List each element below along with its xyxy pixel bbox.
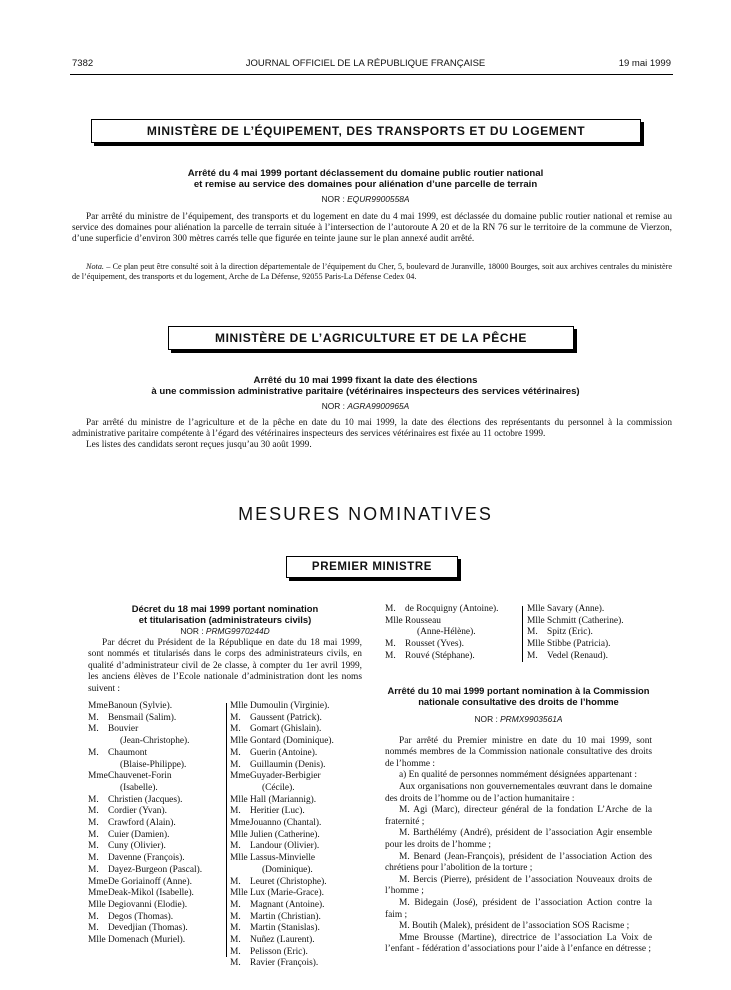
decret-title-line: Décret du 18 mai 1999 portant nomination <box>131 603 319 614</box>
name-entry <box>230 923 370 935</box>
name-entry <box>230 701 370 713</box>
civility: Mme <box>88 701 108 711</box>
civility: M. <box>88 911 99 922</box>
civility: M. <box>88 829 99 840</box>
person-name: Chaumont <box>108 747 148 758</box>
names-list-2 <box>230 701 370 970</box>
paragraph: Par arrêté du ministre de l’agriculture et de la pêche en date du 10 mai 1999, la date des élections des représentants du personnel à la commission administrative paritaire compétente à l’égard des vétérinaires inspecteurs des services vétérinaires est fixée au 11 octobre 1999. <box>72 418 672 440</box>
names-list-1 <box>88 701 228 947</box>
civility: M. <box>230 747 241 758</box>
person-name: Ravier (François). <box>250 958 319 969</box>
person-name: Schmitt (Catherine). <box>547 615 624 626</box>
name-entry <box>88 713 228 725</box>
civility: M. <box>88 853 99 864</box>
arrete-title-line: et remise au service des domaines pour aliénation d’une parcelle de terrain <box>193 179 538 190</box>
nor-label: NOR : <box>321 401 345 411</box>
person-name: Hall (Mariannig). <box>250 794 317 805</box>
civility: M. <box>230 876 241 887</box>
civility: M. <box>385 639 396 650</box>
name-entry <box>88 830 228 842</box>
civility: Mme <box>88 888 108 899</box>
name-entry <box>88 900 228 912</box>
header-rule <box>70 74 673 75</box>
ministry-box-equipement <box>91 119 641 143</box>
paragraph: Par arrêté du Premier ministre en date du 10 mai 1999, sont nommés membres de la Commission nationale consultative des droits de l’homme : <box>385 735 652 769</box>
civility: M. <box>230 946 241 957</box>
person-name: Gaussent (Patrick). <box>250 712 322 723</box>
civility: Mlle <box>230 701 248 711</box>
civility: M. <box>88 841 99 852</box>
ministry-title: PREMIER MINISTRE <box>311 561 433 573</box>
paragraph: Les listes des candidats seront reçues jusqu’au 30 août 1999. <box>86 440 312 451</box>
civility: M. <box>230 899 241 910</box>
person-name: Domenach (Muriel). <box>108 935 186 946</box>
page-number: 7382 <box>72 58 94 69</box>
paragraph: M. Bercis (Pierre), président de l’association Nouveaux droits de l’homme ; <box>385 874 652 897</box>
civility: Mlle <box>527 615 545 626</box>
civility: Mlle <box>88 935 106 946</box>
civility: M. <box>88 724 99 735</box>
person-name: Dayez-Burgeon (Pascal). <box>108 864 203 875</box>
name-entry <box>230 912 370 924</box>
civility: Mlle <box>527 604 545 614</box>
person-name: Leuret (Christophe). <box>250 876 327 887</box>
name-entry <box>527 616 657 628</box>
name-entry <box>230 736 370 748</box>
civility: M. <box>230 806 241 817</box>
name-entry <box>527 651 657 663</box>
person-name: Davenne (François). <box>108 853 185 864</box>
person-name: Heritier (Luc). <box>250 806 305 817</box>
name-entry <box>230 760 370 772</box>
nota-text: – Ce plan peut être consulté soit à la direction départementale de l’équipement du Cher, 5, boulevard de Juranville, 18000 Bourges, soit aux archives centrales du ministère de l’équipement, des transports et du logement, Arche de La Défense, 92055 Paris-La Défense Cedex 04. <box>72 262 672 281</box>
paragraph: M. Boutih (Malek), président de l’association SOS Racisme ; <box>399 921 630 932</box>
person-name: Julien (Catherine). <box>250 829 320 840</box>
civility: Mlle <box>230 853 248 864</box>
cncdh-paragraphs <box>385 736 652 956</box>
person-name: Dumoulin (Virginie). <box>250 701 330 711</box>
civility: M. <box>230 958 241 969</box>
paragraph: Par arrêté du ministre de l’équipement, des transports et du logement en date du 4 mai 1999, est déclassée du domaine public routier national et remise au service des domaines pour aliénation la parcelle de terrain située à l’intersection de l’autoroute A 20 et de la RN 76 sur le territoire de la commune de Vierzon, d’une superficie d’environ 300 mètres carrés telle que figurée en teinte jaune sur le plan annexé audit arrêté. <box>72 212 672 245</box>
name-entry <box>88 853 228 865</box>
paragraph: M. Bidegain (José), président de l’association Action contre la faim ; <box>385 897 652 920</box>
name-entry <box>230 900 370 912</box>
name-entry <box>527 604 657 616</box>
name-entry <box>88 795 228 807</box>
person-name: (Cécile). <box>262 782 295 793</box>
civility: M. <box>88 806 99 817</box>
name-entry <box>88 912 228 924</box>
person-name: Nuñez (Laurent). <box>250 935 315 946</box>
civility: M. <box>88 794 99 805</box>
name-entry <box>527 627 657 639</box>
person-name: Degos (Thomas). <box>108 911 174 922</box>
cncdh-title: Arrêté du 10 mai 1999 portant nomination à la Commission nationale consultative des droits de l’homme <box>387 685 650 707</box>
person-name: Deak-Mikol (Isabelle). <box>108 888 194 899</box>
civility <box>230 783 250 795</box>
nor-code: EQUR9900558A <box>347 194 410 204</box>
name-entry <box>88 783 228 795</box>
name-entry <box>385 651 520 663</box>
person-name: Savary (Anne). <box>547 604 605 614</box>
person-name: (Dominique). <box>262 864 313 875</box>
name-entry <box>88 923 228 935</box>
civility: Mlle <box>527 639 545 650</box>
civility: M. <box>88 747 99 758</box>
nor-reference <box>88 626 362 636</box>
civility: Mlle <box>230 736 248 747</box>
person-name: Lassus-Minvielle <box>250 853 316 864</box>
name-entry <box>230 748 370 760</box>
nor-label: NOR : <box>180 625 204 636</box>
nor-reference <box>385 714 652 724</box>
name-entry <box>230 877 370 889</box>
civility: Mme <box>88 876 108 887</box>
name-entry <box>385 616 520 628</box>
civility: M. <box>230 911 241 922</box>
name-entry <box>230 771 370 783</box>
civility: Mme <box>230 771 250 782</box>
civility <box>88 783 108 795</box>
civility: M. <box>88 818 99 829</box>
ministry-box-agriculture <box>168 326 574 350</box>
civility: Mlle <box>230 794 248 805</box>
name-entry <box>230 888 370 900</box>
civility: M. <box>88 864 99 875</box>
person-name: Bouvier <box>108 724 139 735</box>
name-entry <box>230 853 370 865</box>
person-name: Martin (Stanislas). <box>250 923 320 934</box>
decret-block <box>88 604 362 696</box>
name-entry <box>88 841 228 853</box>
person-name: (Blaise-Philippe). <box>120 759 187 770</box>
paragraph: M. Benard (Jean-François), président de l’association Action des chrétiens pour l’abolition de la torture ; <box>385 851 652 874</box>
name-entry <box>230 841 370 853</box>
name-entry <box>230 958 370 970</box>
person-name: Jouanno (Chantal). <box>250 818 322 829</box>
person-name: Guillaumin (Denis). <box>250 759 326 770</box>
person-name: Chauvenet-Forin <box>108 771 172 782</box>
ministry-title: MINISTÈRE DE L’AGRICULTURE ET DE LA PÊCHE <box>215 331 527 345</box>
civility: M. <box>230 724 241 735</box>
page-date: 19 mai 1999 <box>618 58 671 69</box>
names-list-4 <box>527 604 657 663</box>
civility: M. <box>527 650 538 661</box>
name-entry <box>230 830 370 842</box>
civility: M. <box>230 935 241 946</box>
nor-reference <box>0 194 731 204</box>
civility: Mlle <box>230 829 248 840</box>
civility: M. <box>88 712 99 723</box>
arrete-title <box>100 168 631 190</box>
arrete-body <box>72 212 672 246</box>
person-name: Rouvé (Stéphane). <box>405 650 475 661</box>
nor-code: AGRA9900965A <box>347 401 410 411</box>
civility: M. <box>230 712 241 723</box>
arrete-title-line: Arrêté du 10 mai 1999 fixant la date des élections <box>253 375 478 386</box>
person-name: Vedel (Renaud). <box>547 650 608 661</box>
person-name: Stibbe (Patricia). <box>547 639 611 650</box>
premier-ministre-box <box>286 556 458 578</box>
ministry-title: MINISTÈRE DE L’ÉQUIPEMENT, DES TRANSPORTS ET DU LOGEMENT <box>146 124 586 138</box>
name-entry <box>230 806 370 818</box>
person-name: Magnant (Antoine). <box>250 899 325 910</box>
civility: Mlle <box>230 888 248 899</box>
person-name: De Goriainoff (Anne). <box>108 876 192 887</box>
person-name: Banoun (Sylvie). <box>108 701 173 711</box>
name-entry <box>230 724 370 736</box>
nor-label: NOR : <box>321 194 345 204</box>
civility: M. <box>385 604 396 614</box>
section-title: MESURES NOMINATIVES <box>238 504 493 524</box>
person-name: Gomart (Ghislain). <box>250 724 322 735</box>
person-name: Cuier (Damien). <box>108 829 170 840</box>
civility: Mme <box>88 771 108 782</box>
civility: Mlle <box>385 615 403 626</box>
person-name: Degiovanni (Elodie). <box>108 899 188 910</box>
name-entry <box>88 888 228 900</box>
name-entry <box>88 818 228 830</box>
civility <box>385 627 405 639</box>
civility <box>88 760 108 772</box>
name-entry <box>88 724 228 736</box>
paragraph: Mme Brousse (Martine), directrice de l’association La Voix de l’enfant - fédération d’associations pour l’aide à l’enfance en détresse ; <box>385 932 652 955</box>
nor-reference <box>0 401 731 411</box>
person-name: Rousset (Yves). <box>405 639 464 650</box>
name-entry <box>230 865 370 877</box>
nota <box>72 262 672 282</box>
nor-label: NOR : <box>474 713 498 724</box>
civility: M. <box>230 759 241 770</box>
paragraph: Aux organisations non gouvernementales œuvrant dans le domaine des droits de l’homme ou de l’action humanitaire : <box>385 781 652 804</box>
name-entry <box>230 713 370 725</box>
nor-code: PRMG9970244D <box>205 625 270 636</box>
name-entry <box>230 783 370 795</box>
arrete-title-line: à une commission administrative paritaire (vétérinaires inspecteurs des services vétérinaires) <box>151 386 580 397</box>
name-entry <box>88 736 228 748</box>
civility: Mme <box>230 818 250 829</box>
civility: M. <box>230 923 241 934</box>
person-name: (Isabelle). <box>120 782 158 793</box>
name-entry <box>230 795 370 807</box>
person-name: de Rocquigny (Antoine). <box>405 604 499 614</box>
person-name: Spitz (Eric). <box>547 627 593 638</box>
person-name: (Anne-Hélène). <box>417 627 476 638</box>
person-name: Landour (Olivier). <box>250 841 320 852</box>
name-entry <box>88 701 228 713</box>
person-name: Lux (Marie-Grace). <box>250 888 324 899</box>
nota-label: Nota. <box>86 262 104 271</box>
nor-code: PRMX9903561A <box>500 713 563 724</box>
paragraph: M. Barthélémy (André), président de l’association Agir ensemble pour les droits de l’homme ; <box>385 828 652 850</box>
civility: Mlle <box>88 899 106 910</box>
cncdh-block <box>385 686 652 956</box>
journal-title: JOURNAL OFFICIEL DE LA RÉPUBLIQUE FRANÇAISE <box>245 58 486 69</box>
decret-body: Par décret du Président de la République en date du 18 mai 1999, sont nommés et titularisés dans le corps des administrateurs civils, en qualité d’administrateur civil de 2e classe, à compter du 1er avril 1999, les anciens élèves de l’Ecole nationale d’administration dont les noms suivent : <box>88 637 362 694</box>
civility: M. <box>88 923 99 934</box>
arrete-title <box>80 375 651 397</box>
name-entry <box>88 760 228 772</box>
name-entry <box>230 818 370 830</box>
name-entry <box>88 748 228 760</box>
person-name: Crawford (Alain). <box>108 818 176 829</box>
name-entry <box>527 639 657 651</box>
person-name: (Jean-Christophe). <box>120 736 190 747</box>
civility: M. <box>230 841 241 852</box>
name-entry <box>385 627 520 639</box>
person-name: Cordier (Yvan). <box>108 806 167 817</box>
name-entry <box>385 604 520 616</box>
person-name: Bensmail (Salim). <box>108 712 177 723</box>
person-name: Rousseau <box>405 615 441 626</box>
name-entry <box>88 806 228 818</box>
paragraph: M. Agi (Marc), directeur général de la fondation L’Arche de la fraternité ; <box>385 805 652 827</box>
name-entry <box>88 935 228 947</box>
column-rule <box>226 703 227 957</box>
person-name: Gontard (Dominique). <box>250 736 334 747</box>
person-name: Martin (Christian). <box>250 911 321 922</box>
person-name: Cuny (Olivier). <box>108 841 166 852</box>
decret-title <box>88 604 362 626</box>
arrete-body <box>72 418 672 452</box>
person-name: Guyader-Berbigier <box>250 771 321 782</box>
person-name: Christien (Jacques). <box>108 794 183 805</box>
name-entry <box>88 877 228 889</box>
civility: M. <box>527 627 538 638</box>
name-entry <box>230 947 370 959</box>
name-entry <box>385 639 520 651</box>
person-name: Guerin (Antoine). <box>250 747 318 758</box>
arrete-title-line: Arrêté du 4 mai 1999 portant déclassement du domaine public routier national <box>187 168 544 179</box>
person-name: Devedjian (Thomas). <box>108 923 188 934</box>
person-name: Pelisson (Eric). <box>250 946 308 957</box>
name-entry <box>88 865 228 877</box>
name-entry <box>88 771 228 783</box>
name-entry <box>230 935 370 947</box>
names-list-3 <box>385 604 520 663</box>
column-rule <box>522 606 523 662</box>
civility <box>230 865 250 877</box>
civility <box>88 736 108 748</box>
civility: M. <box>385 650 396 661</box>
decret-title-line: et titularisation (administrateurs civils) <box>138 613 312 625</box>
paragraph: a) En qualité de personnes nommément désignées appartenant : <box>399 770 637 781</box>
